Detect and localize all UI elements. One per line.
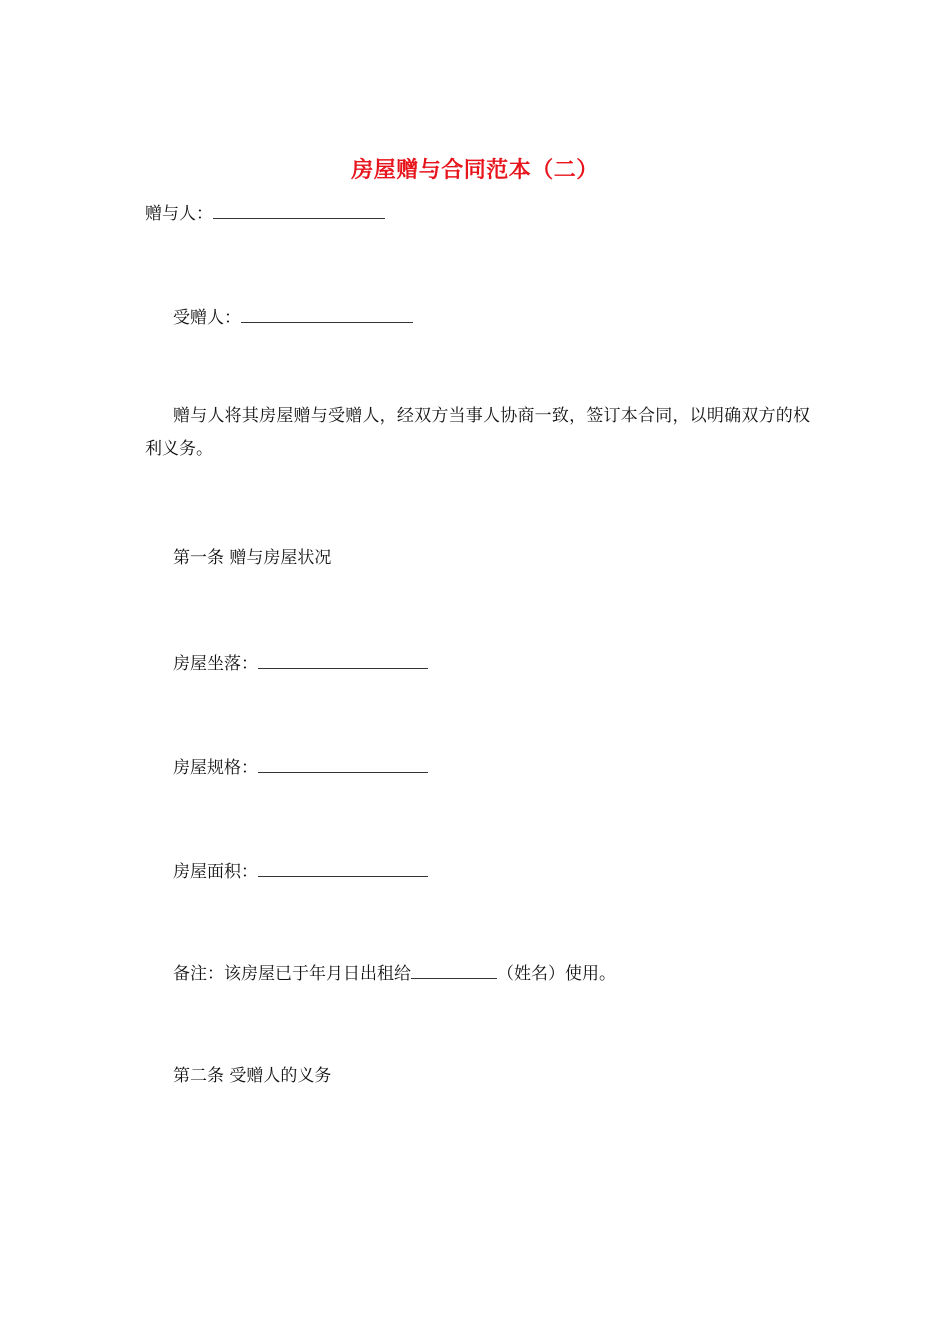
location-blank xyxy=(258,646,428,669)
article1-heading: 第一条 赠与房屋状况 xyxy=(173,548,332,568)
remark-prefix: 备注：该房屋已于年月日出租给 xyxy=(173,964,411,984)
document-title: 房屋赠与合同范本（二） xyxy=(351,157,599,183)
donee-label: 受赠人： xyxy=(173,308,241,328)
donee-blank xyxy=(241,300,413,323)
remark-line xyxy=(173,956,616,990)
donor-blank xyxy=(213,196,385,219)
area-label: 房屋面积： xyxy=(173,862,258,882)
location-line xyxy=(173,646,428,680)
remark-suffix: （姓名）使用。 xyxy=(497,964,616,984)
spec-line xyxy=(173,750,428,784)
donee-line xyxy=(173,300,413,334)
spec-blank xyxy=(258,750,428,773)
spec-label: 房屋规格： xyxy=(173,758,258,778)
area-line xyxy=(173,854,428,888)
location-label: 房屋坐落： xyxy=(173,654,258,674)
article2-heading: 第二条 受赠人的义务 xyxy=(173,1066,332,1086)
donor-line xyxy=(145,196,385,230)
intro-paragraph: 赠与人将其房屋赠与受赠人，经双方当事人协商一致，签订本合同，以明确双方的权利义务。 xyxy=(145,406,810,459)
tenant-name-blank xyxy=(411,956,497,979)
donor-label: 赠与人： xyxy=(145,204,213,224)
area-blank xyxy=(258,854,428,877)
